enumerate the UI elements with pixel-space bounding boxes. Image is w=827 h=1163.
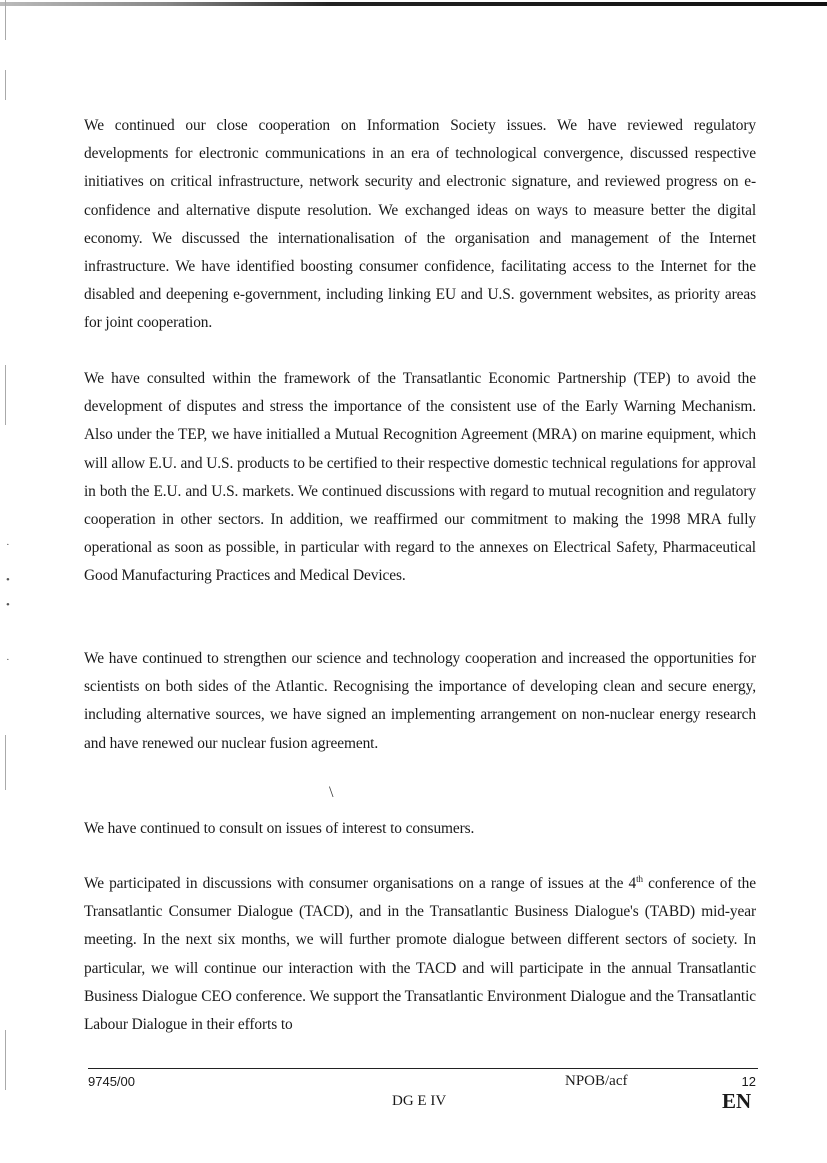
- margin-speck: ·: [6, 654, 10, 666]
- left-scan-artifact: [5, 1030, 6, 1090]
- top-scan-border: [0, 2, 827, 6]
- dialogues-text-end: conference of the Transatlantic Consumer Dialogue (TACD), and in the Transatlantic Business Dialogue's (TABD) mid-year meeting. In the next six months, we will further promote dialogue between different sectors of society. In particular, we will continue our interaction with the TACD and will participate in the annual Transatlantic Business Dialogue CEO conference. We support the Transatlantic Environment Dialogue and the Transatlantic Labour Dialogue in their efforts to: [84, 875, 756, 1034]
- paragraph-transatlantic-economic-partnership: We have consulted within the framework of the Transatlantic Economic Partnership (TEP) to avoid the development of disputes and stress the importance of the consistent use of the Early Warning Mechanism. Also under the TEP, we have initialled a Mutual Recognition Agreement (MRA) on marine equipment, which will allow E.U. and U.S. products to be certified to their respective domestic technical regulations for approval in both the E.U. and U.S. markets. We continued discussions with regard to mutual recognition and regulatory cooperation in other sectors. In addition, we reaffirmed our commitment to making the 1998 MRA fully operational as soon as possible, in particular with regard to the annexes on Electrical Safety, Pharmaceutical Good Manufacturing Practices and Medical Devices.: [84, 370, 756, 585]
- footer-document-reference: 9745/00: [88, 1074, 135, 1089]
- paragraph-consumers: We have continued to consult on issues of interest to consumers.: [84, 820, 475, 837]
- margin-speck: •: [6, 574, 10, 586]
- paragraph-science-technology: We have continued to strengthen our science and technology cooperation and increased the opportunities for scientists on both sides of the Atlantic. Recognising the importance of developing clean and secure energy, including alternative sources, we have signed an implementing arrangement on non-nuclear energy research and have renewed our nuclear fusion agreement.: [84, 650, 756, 752]
- paragraph-information-society: We continued our close cooperation on Information Society issues. We have reviewed regulatory developments for electronic communications in an era of technological convergence, discussed respective initiatives on critical infrastructure, network security and electronic signature, and reviewed progress on e-confidence and alternative dispute resolution. We exchanged ideas on ways to measure better the digital economy. We discussed the internationalisation of the organisation and management of the Internet infrastructure. We have identified boosting consumer confidence, facilitating access to the Internet for the disabled and deepening e-government, including linking EU and U.S. government websites, as priority areas for joint cooperation.: [84, 117, 756, 332]
- footer-directorate: DG E IV: [392, 1093, 447, 1109]
- dialogues-text-start: We participated in discussions with consumer organisations on a range of issues at the 4: [84, 875, 637, 892]
- ordinal-superscript: th: [636, 873, 643, 884]
- left-scan-artifact: [5, 0, 6, 40]
- left-scan-artifact: [5, 365, 6, 425]
- footer-page-number: 12: [741, 1074, 756, 1089]
- margin-speck: •: [6, 599, 10, 611]
- footer-divider: [88, 1068, 758, 1069]
- paragraph-dialogues: [84, 870, 756, 1039]
- footer-language-code: EN: [722, 1089, 752, 1113]
- footer-initials-code: NPOB/acf: [565, 1073, 628, 1089]
- left-scan-artifact: [5, 735, 6, 790]
- margin-speck: ·: [6, 539, 10, 551]
- left-scan-artifact: [5, 70, 6, 100]
- stray-scan-mark: \: [329, 784, 334, 801]
